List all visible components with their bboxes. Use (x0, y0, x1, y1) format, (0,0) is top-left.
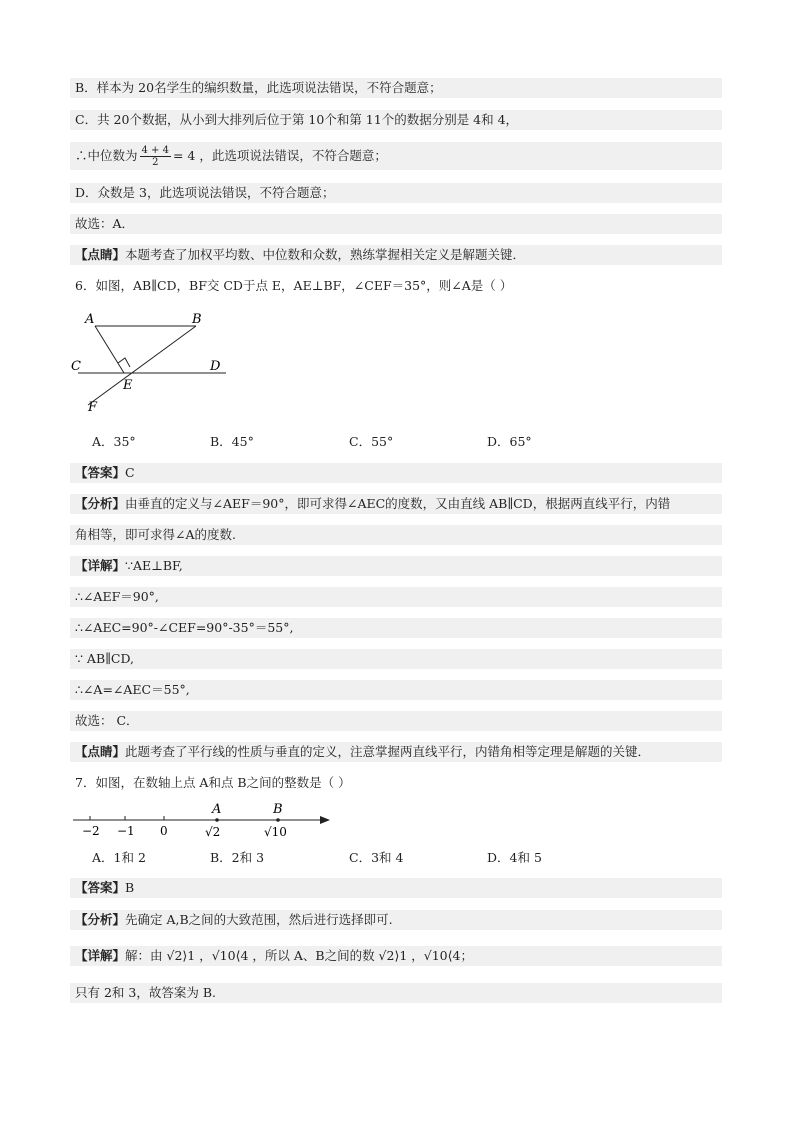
solution-line-c: C．共 20个数据，从小到大排列后位于第 10个和第 11个的数据分别是 4和 4， (70, 110, 722, 130)
q7-conclusion: 只有 2和 3，故答案为 B. (70, 983, 722, 1003)
choice-line: 故选：A． (70, 214, 722, 234)
q6-answer-value: C (125, 465, 135, 480)
q7-detail (70, 946, 722, 966)
axis-arrow (320, 816, 330, 824)
median-denominator: 2 (152, 157, 159, 168)
solution-line-d: D．众数是 3，此选项说法错误，不符合题意； (70, 183, 722, 203)
q7-answer (70, 878, 722, 898)
q6-detail-1 (70, 556, 722, 576)
point-a (215, 818, 219, 822)
q6-detail-5: ∴∠A=∠AEC＝55°, (70, 680, 722, 700)
median-suffix: = 4 ，此选项说法错误，不符合题意； (172, 148, 387, 163)
point-value-b: √10 (264, 825, 287, 839)
q7-detail-label: 【详解】 (75, 948, 126, 963)
comment-label: 【点睛】 (75, 247, 126, 262)
label-a: A (85, 312, 95, 327)
q6-detail-label: 【详解】 (75, 558, 126, 573)
line-bf (88, 326, 196, 405)
point-label-a: A (212, 802, 222, 817)
q6-analysis-text-1: 由垂直的定义与∠AEF＝90°，即可求得∠AEC的度数，又由直线 AB∥CD，根据两直线平行，内错 (125, 496, 671, 511)
q6-answer-label: 【答案】 (75, 465, 126, 480)
q6-answer (70, 463, 722, 483)
q6-figure (68, 305, 238, 415)
median-numerator: 4 + 4 (141, 145, 169, 156)
q6-comment-text: 此题考查了平行线的性质与垂直的定义，注意掌握两直线平行，内错角相等定理是解题的关键． (125, 744, 651, 759)
solution-line-b: B．样本为 20名学生的编织数量，此选项说法错误，不符合题意； (70, 78, 722, 98)
q6-analysis-label: 【分析】 (75, 496, 126, 511)
point-label-b: B (273, 802, 283, 817)
q6-detail-4: ∵ AB∥CD, (70, 649, 722, 669)
q7-answer-label: 【答案】 (75, 880, 126, 895)
label-d: D (210, 359, 221, 374)
q7-option-c: C．3和 4 (349, 850, 404, 865)
q7-detail-text: 解：由 √2⟩1 ，√10⟨4 ，所以 A、B之间的数 √2⟩1 ，√10⟨4； (125, 948, 473, 963)
median-prefix: ∴中位数为 (75, 148, 138, 163)
q6-detail-3: ∴∠AEC=90°-∠CEF=90°-35°＝55°, (70, 618, 722, 638)
q7-analysis-label: 【分析】 (75, 912, 126, 927)
q6-detail-2: ∴∠AEF＝90°, (70, 587, 722, 607)
tick-label-neg2: −2 (82, 824, 100, 838)
q6-comment (70, 742, 722, 762)
median-fraction (140, 145, 171, 168)
solution-line-median (70, 142, 722, 170)
label-c: C (71, 359, 81, 374)
comment-text: 本题考查了加权平均数、中位数和众数，熟练掌握相关定义是解题关键． (125, 247, 526, 262)
tick-label-zero: 0 (160, 824, 168, 838)
q6-analysis-1 (70, 494, 722, 514)
q7-analysis (70, 910, 722, 930)
q7-option-d: D．4和 5 (487, 850, 542, 865)
label-e: E (123, 378, 133, 393)
segment-ae (95, 326, 124, 373)
q6-analysis-2: 角相等，即可求得∠A的度数. (70, 525, 722, 545)
q6-option-d: D．65° (487, 434, 532, 449)
point-b (276, 818, 280, 822)
q6-choice: 故选： C． (70, 711, 722, 731)
q6-comment-label: 【点睛】 (75, 744, 126, 759)
point-value-a: √2 (205, 825, 221, 839)
label-b: B (192, 312, 202, 327)
q7-answer-value: B (125, 880, 135, 895)
q6-detail-text-1: ∵AE⊥BF, (125, 558, 183, 573)
q7-option-a: A．1和 2 (92, 850, 146, 865)
label-f: F (88, 400, 98, 415)
q7-number-line (68, 800, 338, 842)
q6-option-b: B．45° (210, 434, 254, 449)
q7-stem: 7．如图，在数轴上点 A和点 B之间的整数是（ ） (75, 775, 351, 790)
q6-option-c: C．55° (349, 434, 394, 449)
tick-label-neg1: −1 (117, 824, 135, 838)
q6-option-a: A．35° (92, 434, 136, 449)
q6-stem: 6．如图，AB∥CD，BF交 CD于点 E，AE⊥BF，∠CEF＝35°，则∠A是（ ） (75, 278, 513, 293)
comment-line (70, 245, 722, 265)
q7-option-b: B．2和 3 (210, 850, 265, 865)
q7-analysis-text: 先确定 A,B之间的大致范围，然后进行选择即可. (125, 912, 393, 927)
